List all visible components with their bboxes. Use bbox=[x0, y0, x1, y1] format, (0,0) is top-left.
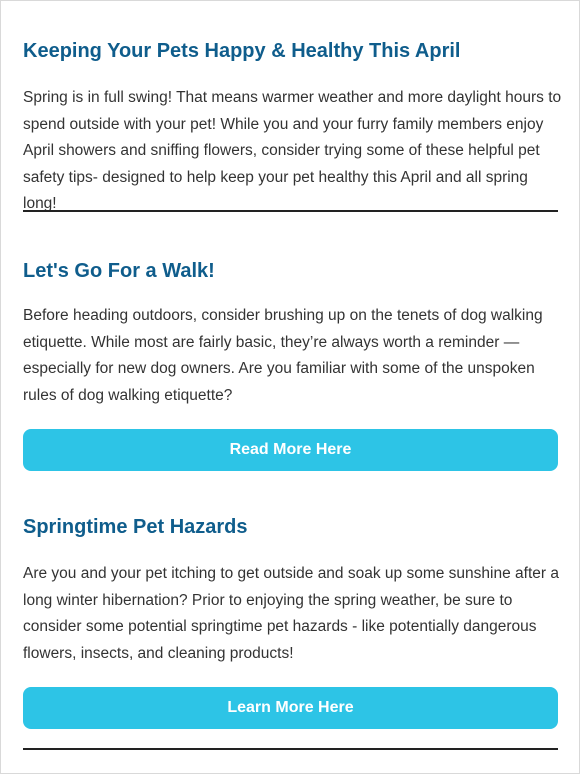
section-body-hazards: Are you and your pet itching to get outside and soak up some sunshine after a long winter hibernation? Prior to enjoying the spring weather, be sure to consider some potential springtime pet hazards - like potentially dangerous flowers, insects, and cleaning products! bbox=[23, 565, 559, 662]
section-title-walk: Let's Go For a Walk! bbox=[23, 260, 215, 282]
section-title-hazards: Springtime Pet Hazards bbox=[23, 516, 248, 538]
section-divider-bottom bbox=[23, 748, 558, 750]
section-title-april: Keeping Your Pets Happy & Healthy This April bbox=[23, 40, 461, 62]
section-body-april: Spring is in full swing! That means warmer weather and more daylight hours to spend outside with your pet! While you and your furry family members enjoy April showers and sniffing flowers, consider trying some of these helpful pet safety tips- designed to help keep your pet healthy this April and all spring long! bbox=[23, 89, 562, 212]
section-divider bbox=[23, 210, 558, 212]
learn-more-button[interactable]: Learn More Here bbox=[23, 687, 558, 729]
read-more-button[interactable]: Read More Here bbox=[23, 429, 558, 471]
section-body-walk: Before heading outdoors, consider brushing up on the tenets of dog walking etiquette. While most are fairly basic, they’re always worth a reminder — especially for new dog owners. Are you familiar with some of the unspoken rules of dog walking etiquette? bbox=[23, 307, 543, 404]
